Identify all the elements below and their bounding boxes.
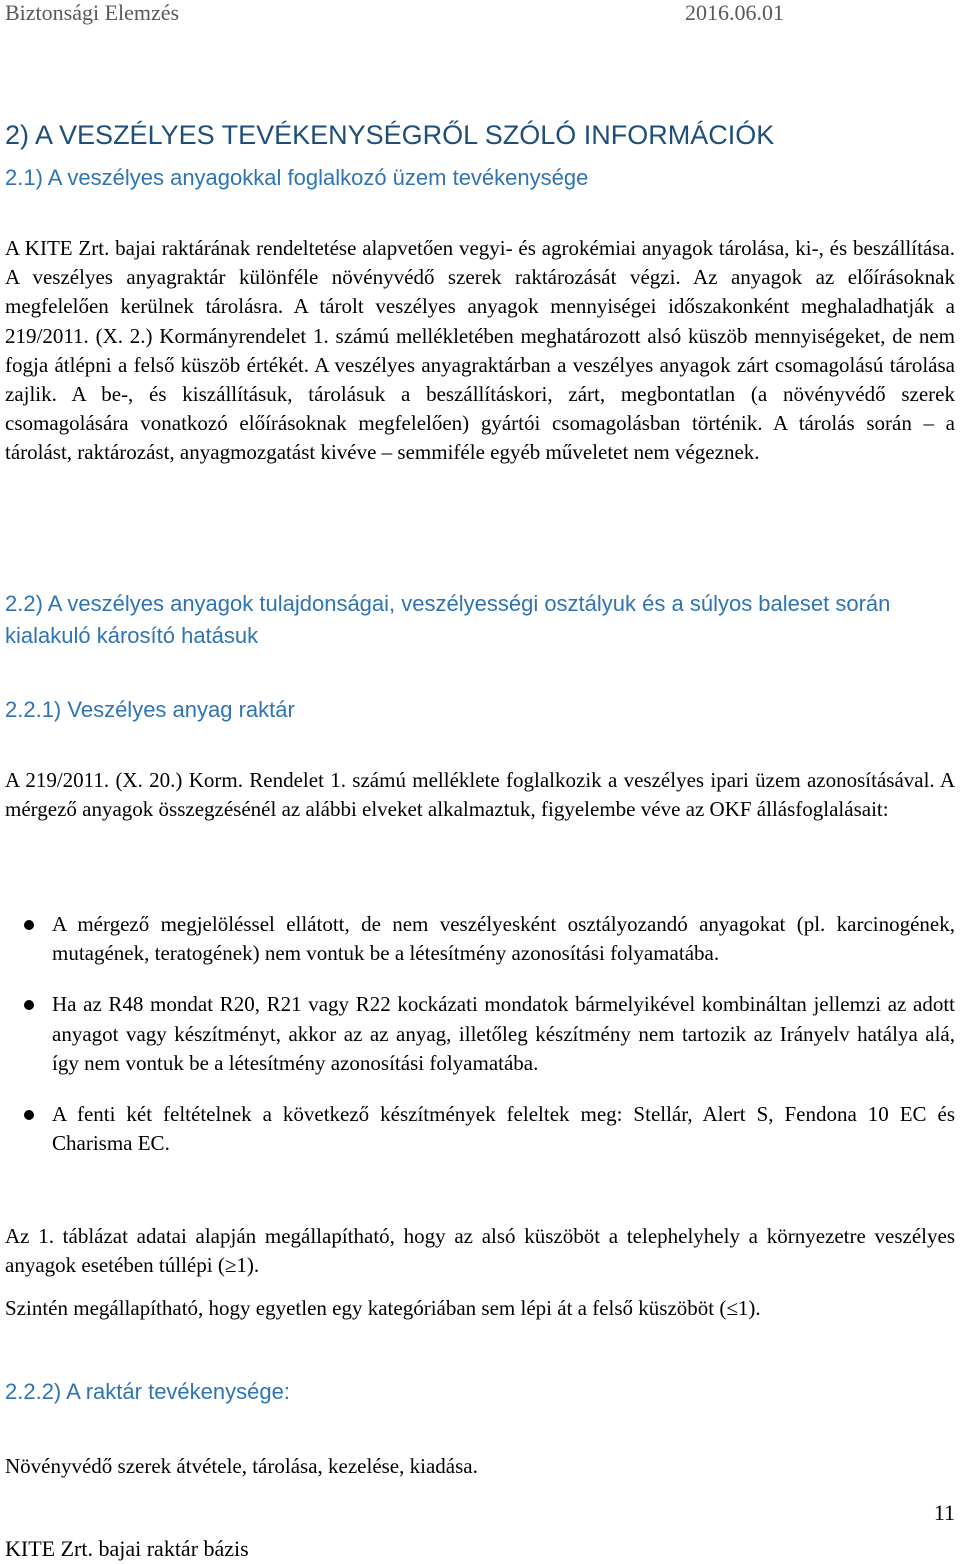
list-item bbox=[0, 1100, 955, 1158]
subsection-heading-2-1: 2.1) A veszélyes anyagokkal foglalkozó üzem tevékenysége bbox=[5, 165, 589, 190]
list-item-text: Ha az R48 mondat R20, R21 vagy R22 kockázati mondatok bármelyikével kombináltan jellemzi az adott anyagot vagy készítményt, akkor az az anyag, illetőleg készítmény nem tartozik az Irányelv hatálya alá, így nem vontuk be a létesítmény azonosítási folyamatába. bbox=[52, 992, 955, 1075]
bullet-icon bbox=[24, 1110, 34, 1120]
page-number: 11 bbox=[933, 1500, 955, 1525]
principles-list bbox=[0, 910, 955, 1180]
paragraph-table-finding: Az 1. táblázat adatai alapján megállapítható, hogy az alsó küszöböt a telephelyhely a környezetre veszélyes anyagok esetében túllépi (≥1). bbox=[5, 1224, 955, 1278]
list-item-text: A fenti két feltételnek a következő készítmények feleltek meg: Stellár, Alert S, Fendona 10 EC és Charisma EC. bbox=[52, 1102, 955, 1156]
paragraph-conclusion: Szintén megállapítható, hogy egyetlen egy kategóriában sem lépi át a felső küszöböt (≤1). bbox=[5, 1296, 761, 1320]
list-item bbox=[0, 910, 955, 968]
paragraph-regulation: A 219/2011. (X. 20.) Korm. Rendelet 1. számú melléklete foglalkozik a veszélyes ipari üzem azonosításával. A mérgező anyagok összegzésénél az alábbi elveket alkalmaztuk, figyelembe véve az OKF állásfoglalásait: bbox=[5, 768, 955, 822]
section-title: 2) A VESZÉLYES TEVÉKENYSÉGRŐL SZÓLÓ INFORMÁCIÓK bbox=[5, 120, 775, 150]
subsection-heading-2-2-1: 2.2.1) Veszélyes anyag raktár bbox=[5, 697, 295, 722]
header-date: 2016.06.01 bbox=[685, 0, 784, 25]
footer-text: KITE Zrt. bajai raktár bázis bbox=[5, 1536, 249, 1561]
list-item-text: A mérgező megjelöléssel ellátott, de nem veszélyesként osztályozandó anyagokat (pl. karcinogének, mutagének, teratogének) nem vontuk be a létesítmény azonosítási folyamatába. bbox=[52, 912, 955, 966]
bullet-icon bbox=[24, 1000, 34, 1010]
header-document-title: Biztonsági Elemzés bbox=[5, 0, 180, 25]
subsection-heading-2-2: 2.2) A veszélyes anyagok tulajdonságai, veszélyességi osztályuk és a súlyos baleset során kialakuló károsító hatásuk bbox=[5, 591, 891, 648]
paragraph-intro: A KITE Zrt. bajai raktárának rendeltetése alapvetően vegyi- és agrokémiai anyagok tárolása, ki-, és beszállítása. A veszélyes anyagraktár különféle növényvédő szerek raktározását végzi. Az anyagok az előírásoknak megfelelően kerülnek tárolásra. A tárolt veszélyes anyagok mennyiségei időszakonként meghaladhatják a 219/2011. (X. 2.) Kormányrendelet 1. számú mellékletében meghatározott alsó küszöb mennyiségeket, de nem fogja átlépni a felső küszöb értékét. A veszélyes anyagraktárban a veszélyes anyagok zárt csomagolású tárolása zajlik. A be-, és kiszállításuk, tárolásuk a beszállításkori, zárt, megbontatlan (a növényvédő szerek csomagolására vonatkozó előírásoknak megfelelően) gyártói csomagolásban történik. A tárolás során – a tárolást, raktározást, anyagmozgatást kivéve – semmiféle egyéb műveletet nem végeznek. bbox=[5, 236, 955, 465]
paragraph-activity: Növényvédő szerek átvétele, tárolása, kezelése, kiadása. bbox=[5, 1454, 478, 1478]
bullet-icon bbox=[24, 920, 34, 930]
list-item bbox=[0, 990, 955, 1078]
subsection-heading-2-2-2: 2.2.2) A raktár tevékenysége: bbox=[5, 1379, 290, 1404]
